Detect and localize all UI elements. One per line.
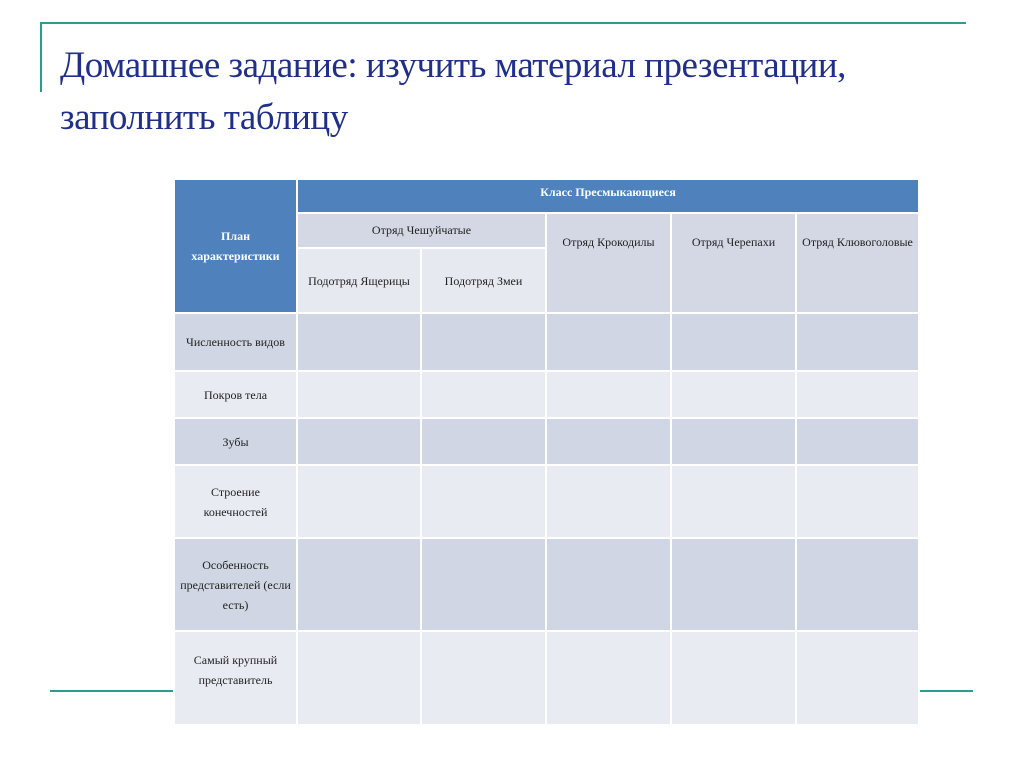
table-cell[interactable] — [796, 631, 919, 725]
table-cell[interactable] — [421, 418, 546, 465]
plan-header: План характеристики — [174, 179, 297, 313]
table-row — [174, 371, 919, 418]
row-label: Численность видов — [174, 313, 297, 371]
table-cell[interactable] — [297, 313, 421, 371]
table-cell[interactable] — [546, 313, 671, 371]
table-cell[interactable] — [297, 538, 421, 631]
table-cell[interactable] — [546, 465, 671, 538]
bottom-rule-left — [50, 690, 173, 692]
table-cell[interactable] — [671, 465, 796, 538]
table-cell[interactable] — [671, 418, 796, 465]
table-cell[interactable] — [297, 631, 421, 725]
table-cell[interactable] — [297, 465, 421, 538]
suborder-lizards-header: Подотряд Ящерицы — [297, 248, 421, 313]
reptiles-table — [173, 178, 920, 726]
row-label: Особенность представителей (если есть) — [174, 538, 297, 631]
table-cell[interactable] — [546, 538, 671, 631]
table-row — [174, 465, 919, 538]
table-row — [174, 418, 919, 465]
class-header: Класс Пресмыкающиеся — [297, 179, 919, 213]
table-cell[interactable] — [671, 371, 796, 418]
order-beakheads-header: Отряд Клювоголовые — [796, 213, 919, 313]
table-cell[interactable] — [546, 418, 671, 465]
table-cell[interactable] — [546, 371, 671, 418]
table-cell[interactable] — [671, 538, 796, 631]
table-cell[interactable] — [796, 313, 919, 371]
table-cell[interactable] — [796, 538, 919, 631]
order-turtles-header: Отряд Черепахи — [671, 213, 796, 313]
table-cell[interactable] — [546, 631, 671, 725]
table-cell[interactable] — [671, 631, 796, 725]
order-crocodiles-header: Отряд Крокодилы — [546, 213, 671, 313]
suborder-snakes-header: Подотряд Змеи — [421, 248, 546, 313]
row-label: Самый крупный представитель — [174, 631, 297, 725]
table-cell[interactable] — [421, 313, 546, 371]
table-cell[interactable] — [297, 418, 421, 465]
bottom-rule-right — [918, 690, 973, 692]
slide-title: Домашнее задание: изучить материал презентации, заполнить таблицу — [60, 45, 846, 138]
table-cell[interactable] — [297, 371, 421, 418]
table-cell[interactable] — [796, 418, 919, 465]
table-row — [174, 538, 919, 631]
top-rule — [40, 22, 966, 24]
row-label: Покров тела — [174, 371, 297, 418]
left-rule — [40, 22, 42, 92]
table-cell[interactable] — [671, 313, 796, 371]
table-cell[interactable] — [421, 538, 546, 631]
table-cell[interactable] — [796, 371, 919, 418]
row-label: Строение конечностей — [174, 465, 297, 538]
table-cell[interactable] — [796, 465, 919, 538]
table-cell[interactable] — [421, 465, 546, 538]
table-cell[interactable] — [421, 371, 546, 418]
order-squamata-header: Отряд Чешуйчатые — [297, 213, 546, 248]
row-label: Зубы — [174, 418, 297, 465]
table-row — [174, 631, 919, 725]
table-cell[interactable] — [421, 631, 546, 725]
table-row — [174, 313, 919, 371]
